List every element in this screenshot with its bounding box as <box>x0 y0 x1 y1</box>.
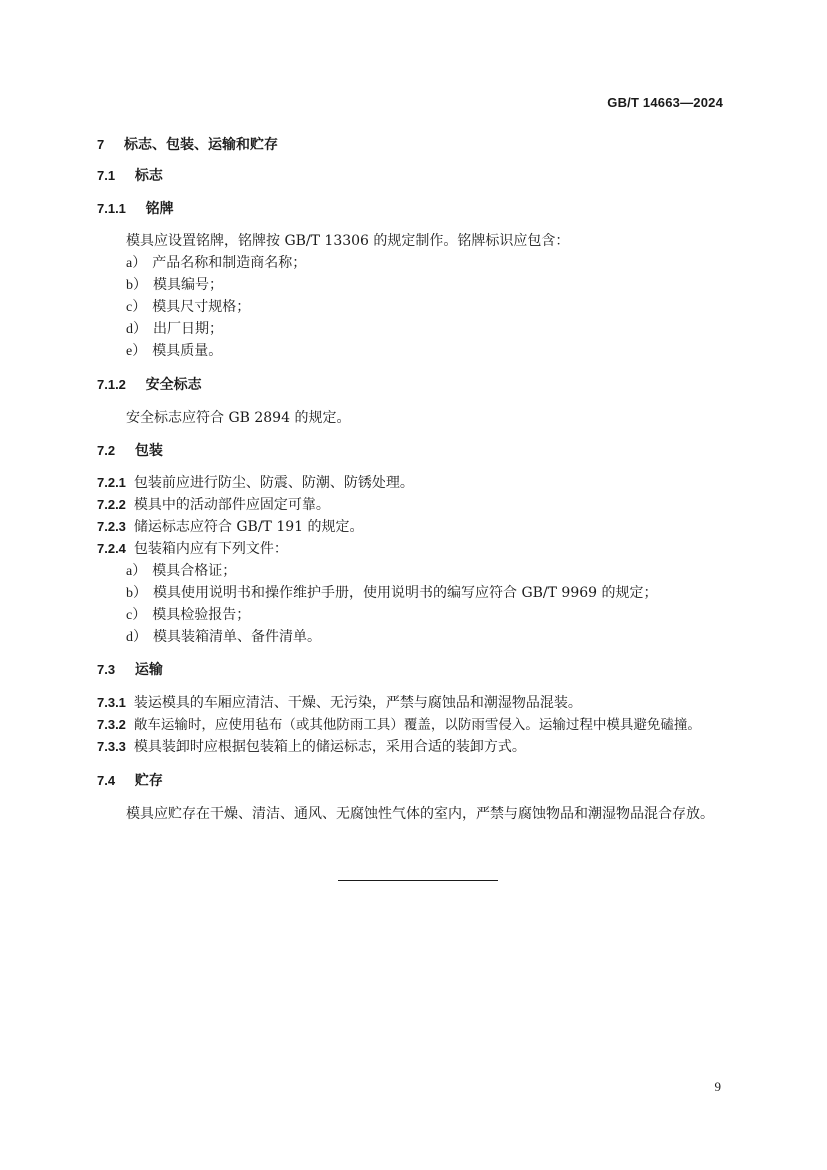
clause <box>97 694 582 712</box>
list-text: 模具装箱清单、备件清单。 <box>153 629 321 645</box>
clause-text: 模具中的活动部件应固定可靠。 <box>133 497 330 513</box>
paragraph: 安全标志应符合 GB 2894 的规定。 <box>126 410 351 426</box>
clause <box>97 474 414 492</box>
clause-text: 敞车运输时，应使用毡布（或其他防雨工具）覆盖，以防雨雪侵入。运输过程中模具避免磕撞。 <box>133 717 701 733</box>
clause <box>97 518 364 536</box>
paragraph: 模具应设置铭牌，铭牌按 GB/T 13306 的规定制作。铭牌标识应包含： <box>126 233 570 249</box>
clause-number: 7.3.3 <box>97 739 126 754</box>
list-item <box>126 298 250 317</box>
section-number: 7.1.2 <box>97 377 126 392</box>
list-text: 模具编号； <box>153 277 223 293</box>
clause <box>97 496 330 514</box>
list-marker: e） <box>126 344 147 359</box>
list-marker: c） <box>126 608 147 623</box>
clause-text: 装运模具的车厢应清洁、干燥、无污染，严禁与腐蚀品和潮湿物品混装。 <box>133 695 582 711</box>
list-marker: c） <box>126 300 147 315</box>
clause-number: 7.3.2 <box>97 717 126 732</box>
section-7-heading <box>97 136 278 154</box>
section-7-3-heading <box>97 661 163 679</box>
section-title: 运输 <box>134 662 163 678</box>
section-number: 7.4 <box>97 773 116 788</box>
list-marker: a） <box>126 564 147 579</box>
list-marker: b） <box>126 586 147 601</box>
section-7-1-1-heading <box>97 200 174 218</box>
section-7-4-heading <box>97 772 163 790</box>
list-item <box>126 628 321 647</box>
list-text: 模具检验报告； <box>152 607 251 623</box>
section-title: 贮存 <box>134 773 163 789</box>
clause-text: 包装前应进行防尘、防震、防潮、防锈处理。 <box>133 475 414 491</box>
list-item <box>126 584 658 603</box>
list-item <box>126 562 236 581</box>
clause-number: 7.2.4 <box>97 541 126 556</box>
clause <box>97 716 701 734</box>
list-item <box>126 342 222 361</box>
clause <box>97 738 526 756</box>
list-item <box>126 276 223 295</box>
clause-number: 7.2.2 <box>97 497 126 512</box>
section-title: 标志 <box>134 168 163 184</box>
section-number: 7.1 <box>97 168 116 183</box>
section-number: 7.3 <box>97 662 116 677</box>
section-7-2-heading <box>97 442 163 460</box>
end-of-document-rule <box>338 880 498 881</box>
clause-text: 模具装卸时应根据包装箱上的储运标志，采用合适的装卸方式。 <box>133 739 526 755</box>
list-text: 模具使用说明书和操作维护手册，使用说明书的编写应符合 GB/T 9969 的规定； <box>153 585 658 601</box>
list-text: 模具合格证； <box>152 563 237 579</box>
list-item <box>126 254 306 273</box>
clause-text: 储运标志应符合 GB/T 191 的规定。 <box>133 519 364 535</box>
section-number: 7.2 <box>97 443 116 458</box>
paragraph: 模具应贮存在干燥、清洁、通风、无腐蚀性气体的室内，严禁与腐蚀物品和潮湿物品混合存放。 <box>126 806 714 822</box>
section-title: 标志、包装、运输和贮存 <box>123 137 278 153</box>
list-text: 模具质量。 <box>152 343 223 359</box>
list-text: 产品名称和制造商名称； <box>152 255 307 271</box>
list-text: 出厂日期； <box>153 321 223 337</box>
section-title: 安全标志 <box>145 377 202 393</box>
list-text: 模具尺寸规格； <box>152 299 251 315</box>
section-title: 包装 <box>134 443 163 459</box>
list-marker: d） <box>126 630 147 645</box>
clause-text: 包装箱内应有下列文件： <box>133 541 288 557</box>
list-item <box>126 606 250 625</box>
list-item <box>126 320 223 339</box>
clause-number: 7.3.1 <box>97 695 126 710</box>
list-marker: d） <box>126 322 147 337</box>
section-7-1-2-heading <box>97 376 202 394</box>
clause-number: 7.2.3 <box>97 519 126 534</box>
standard-code: GB/T 14663—2024 <box>607 95 723 110</box>
clause-number: 7.2.1 <box>97 475 126 490</box>
list-marker: a） <box>126 256 147 271</box>
section-number: 7.1.1 <box>97 201 126 216</box>
page-number: 9 <box>714 1079 721 1094</box>
section-number: 7 <box>97 137 105 152</box>
list-marker: b） <box>126 278 147 293</box>
clause <box>97 540 288 558</box>
section-7-1-heading <box>97 167 163 185</box>
section-title: 铭牌 <box>145 201 174 217</box>
